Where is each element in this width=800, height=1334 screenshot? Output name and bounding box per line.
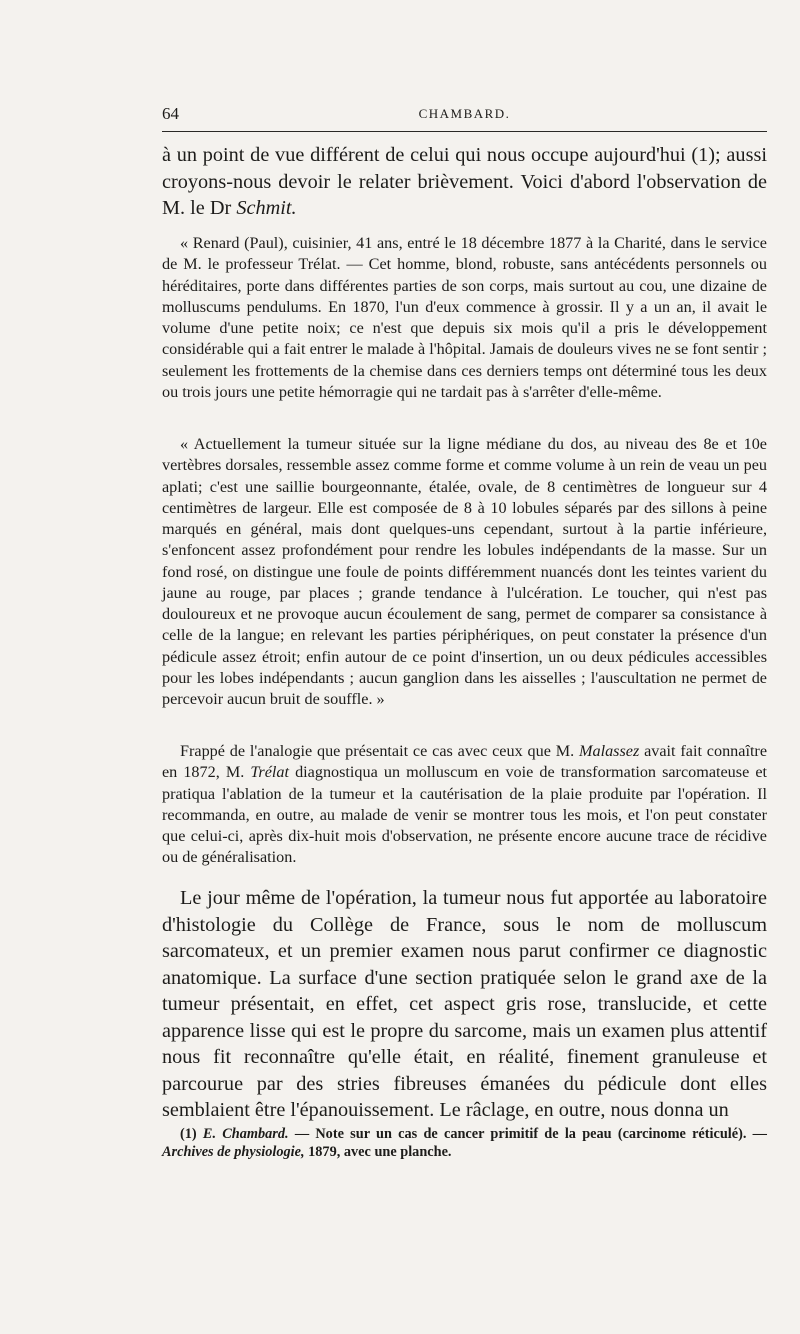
page-header [162, 104, 767, 126]
footnote-tail: 1879, avec une planche. [304, 1144, 452, 1160]
footnote-author: E. Chambard. [202, 1126, 289, 1142]
observation-text-1: « Renard (Paul), cuisinier, 41 ans, entré le 18 décembre 1877 à la Charité, dans le service de M. le professeur Trélat. — Cet homme, blond, robuste, sans antécédents personnels ou héréditaires, porte dans différentes parties de son corps, mais surtout au cou, une dizaine de molluscums pendulums. En 1870, l'un d'eux commence à grossir. Il y a un an, il avait le volume d'une petite noix; ce n'est que depuis six mois qu'il a pris le développement considérable qui a fait entrer le malade à l'hôpital. Jamais de douleurs vives ne se font sentir ; seulement les frottements de la chemise dans ces derniers temps ont déterminé tous les deux ou trois jours une petite hémorragie qui ne tardait pas à s'arrêter d'elle-même. [162, 234, 767, 401]
main-text: Le jour même de l'opération, la tumeur nous fut apportée au laboratoire d'histologie du Collège de France, sous le nom de molluscum sarcomateux, et un premier examen nous parut confirmer ce diagnostic anatomique. La surface d'une section pratiquée selon le grand axe de la tumeur présentait, en effet, cet aspect gris rose, translucide, et cette apparence lisse qui est le propre du sarcome, mais un examen plus attentif nous fit reconnaître qu'elle était, en réalité, finement granuleuse et parcourue par des stries fibreuses émanées du pédicule dont elles semblaient être l'épanouissement. Le râclage, en outre, nous donna un [162, 887, 767, 1121]
observation-text-2: « Actuellement la tumeur située sur la ligne médiane du dos, au niveau des 8e et 10e vertèbres dorsales, ressemble assez comme forme et comme volume à un rein de veau un peu aplati; c'est une saillie bourgeonnante, étalée, ovale, de 8 centimètres de longueur sur 4 centimètres de largeur. Elle est composée de 8 à 10 lobules séparés par des sillons à peine marqués en général, mais dont quelques-uns cependant, surtout à la partie inférieure, s'enfoncent assez profondément pour rendre les lobules indépendants de la masse. Sur un fond rosé, on distingue une foule de points différemment nuancés dont les teintes varient du jaune au rouge, par places ; grande tendance à l'ulcération. Le toucher, qui n'est pas douloureux et ne provoque aucun écoulement de sang, permet de comparer sa consistance à celle de la langue; en relevant les parties périphériques, on peut constater la présence d'un pédicule assez étroit; enfin autour de ce point d'insertion, un ou deux pédicules accessibles pour les lobes indépendants ; aucun ganglion dans les aisselles ; l'auscultation ne permet de percevoir aucun bruit de souffle. » [162, 435, 767, 708]
observation-paragraph-2 [162, 434, 767, 710]
intro-text: à un point de vue différent de celui qui nous occupe aujourd'hui (1); aussi croyons-nous devoir le relater brièvement. Voici d'abord l'observation de M. le Dr [162, 144, 767, 219]
page-number: 64 [162, 104, 179, 123]
header-rule [162, 131, 767, 132]
malassez-e: diagnostiqua un molluscum en voie de transformation sarcomateuse et pratiqua l'ablation de la tumeur et la cautérisation de la plaie produite par l'opération. Il recommanda, en outre, au malade de venir se montrer tous les mois, et l'on peut constater que celui-ci, après dix-huit mois d'observation, ne présente encore aucune trace de récidive ou de généralisation. [162, 763, 768, 867]
intro-name: Schmit. [236, 197, 297, 219]
observation-paragraph-1 [162, 233, 767, 403]
main-paragraph [162, 885, 767, 1124]
intro-paragraph [162, 142, 767, 222]
running-title: CHAMBARD. [418, 106, 511, 121]
malassez-a: Frappé de l'analogie que présentait ce cas avec ceux que M. [180, 742, 579, 760]
malassez-paragraph [162, 741, 767, 869]
malassez-c: avait fait connaître en 1872, M. [162, 742, 768, 782]
malassez-name: Malassez [579, 742, 640, 760]
footnote-title: — Note sur un cas de cancer primitif de la peau (carcinome réticulé). — [288, 1126, 767, 1142]
trelat-name: Trélat [250, 763, 290, 782]
footnote-journal: Archives de physiologie, [162, 1144, 305, 1160]
footnote [162, 1125, 767, 1161]
footnote-marker: (1) [180, 1126, 203, 1142]
